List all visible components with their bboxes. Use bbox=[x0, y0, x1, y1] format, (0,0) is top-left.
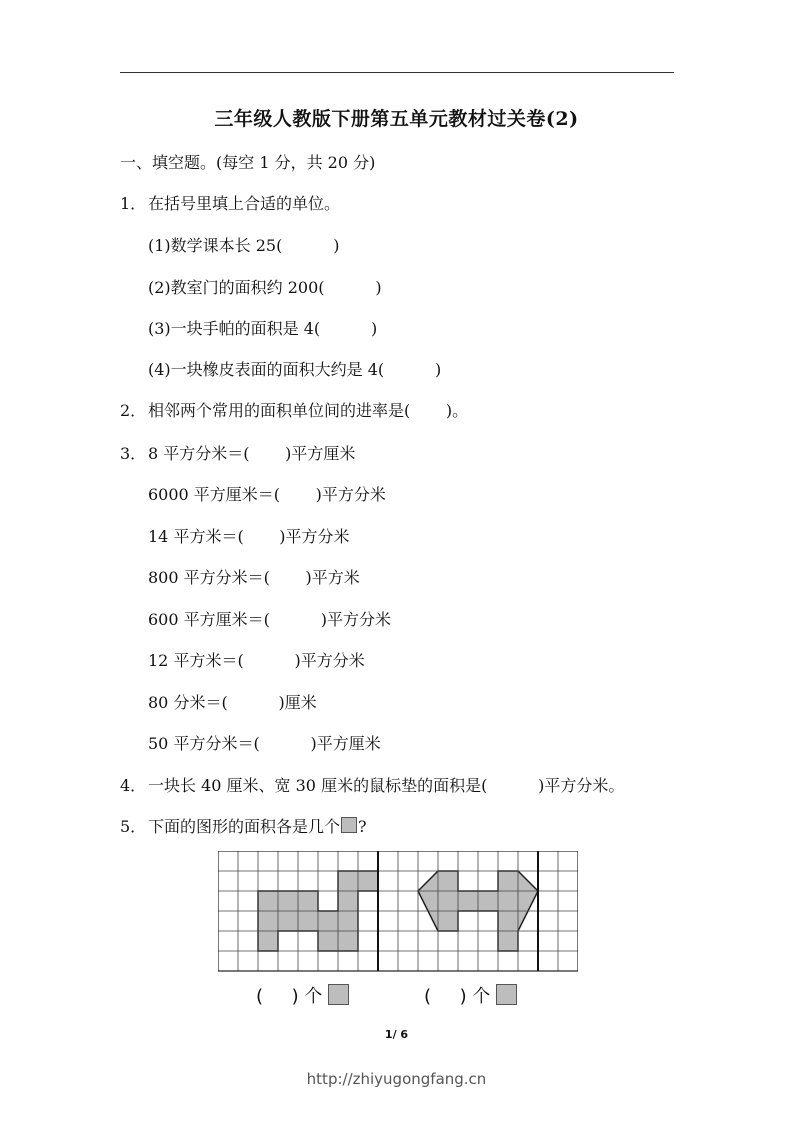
answer-right bbox=[424, 982, 517, 1008]
page-number: 1/ 6 bbox=[384, 1028, 409, 1041]
section-heading: 一、填空题。(每空 1 分，共 20 分) bbox=[120, 153, 376, 172]
q3-item: 6000 平方厘米＝( )平方分米 bbox=[148, 485, 386, 504]
question-text: 一块长 40 厘米、宽 30 厘米的鼠标垫的面积是( )平方分米。 bbox=[148, 776, 625, 795]
unit-square-icon bbox=[328, 984, 349, 1005]
top-rule bbox=[120, 72, 674, 73]
q3-item: 14 平方米＝( )平方分米 bbox=[148, 527, 350, 546]
question-2 bbox=[120, 398, 468, 421]
question-number: 2． bbox=[120, 401, 147, 420]
question-text: 相邻两个常用的面积单位间的进率是( )。 bbox=[148, 401, 469, 420]
q1-item: (3)一块手帕的面积是 4( ) bbox=[148, 319, 378, 338]
q3-item: 50 平方分米＝( )平方厘米 bbox=[148, 734, 381, 753]
q3-item: 12 平方米＝( )平方分米 bbox=[148, 651, 365, 670]
grid-figure bbox=[218, 851, 578, 977]
q1-item: (4)一块橡皮表面的面积大约是 4( ) bbox=[148, 360, 442, 379]
question-1 bbox=[120, 191, 340, 214]
question-5 bbox=[120, 814, 367, 837]
q3-item: 600 平方厘米＝( )平方分米 bbox=[148, 610, 391, 629]
question-text: 下面的图形的面积各是几个 bbox=[148, 817, 341, 836]
question-number: 3． bbox=[120, 444, 147, 463]
unit-square-icon bbox=[496, 984, 517, 1005]
question-text: 在括号里填上合适的单位。 bbox=[148, 194, 341, 213]
question-number: 4． bbox=[120, 776, 147, 795]
unit-square-icon bbox=[341, 817, 357, 833]
grid-svg bbox=[218, 851, 578, 973]
q1-item: (1)数学课本长 25( ) bbox=[148, 236, 340, 255]
q1-item: (2)教室门的面积约 200( ) bbox=[148, 278, 382, 297]
question-3 bbox=[120, 441, 355, 464]
page-title: 三年级人教版下册第五单元教材过关卷(2) bbox=[214, 108, 579, 130]
question-number: 5． bbox=[120, 817, 147, 836]
question-4 bbox=[120, 773, 624, 796]
question-number: 1． bbox=[120, 194, 147, 213]
q3-item: 80 分米＝( )厘米 bbox=[148, 693, 317, 712]
answer-blank[interactable]: ( ) 个 bbox=[256, 986, 323, 1007]
q3-item: 800 平方分米＝( )平方米 bbox=[148, 568, 360, 587]
answer-left bbox=[256, 982, 349, 1008]
footer-url[interactable]: http://zhiyugongfang.cn bbox=[306, 1070, 487, 1088]
question-text-end: ? bbox=[358, 817, 367, 836]
question-text: 8 平方分米＝( )平方厘米 bbox=[148, 444, 356, 463]
answer-blank[interactable]: ( ) 个 bbox=[424, 986, 491, 1007]
